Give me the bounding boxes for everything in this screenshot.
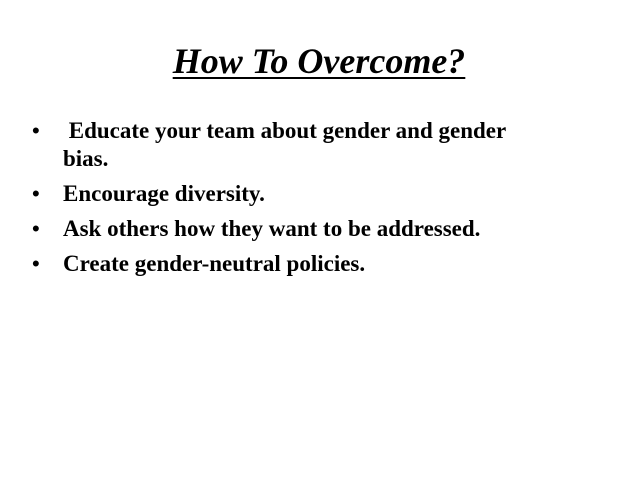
bullet-icon: • xyxy=(32,118,40,143)
bullet-text: Educate your team about gender and gender bias. xyxy=(63,118,512,171)
slide-title: How To Overcome? xyxy=(172,41,466,81)
bullet-text: Create gender-neutral policies. xyxy=(63,251,366,276)
bullet-list xyxy=(32,117,612,285)
list-item xyxy=(32,180,612,208)
bullet-text: Encourage diversity. xyxy=(63,181,265,206)
bullet-icon: • xyxy=(32,251,40,276)
list-item xyxy=(32,250,612,278)
list-item xyxy=(32,117,612,173)
bullet-text: Ask others how they want to be addressed. xyxy=(63,216,481,241)
bullet-icon: • xyxy=(32,181,40,206)
list-item xyxy=(32,215,612,243)
bullet-icon: • xyxy=(32,216,40,241)
